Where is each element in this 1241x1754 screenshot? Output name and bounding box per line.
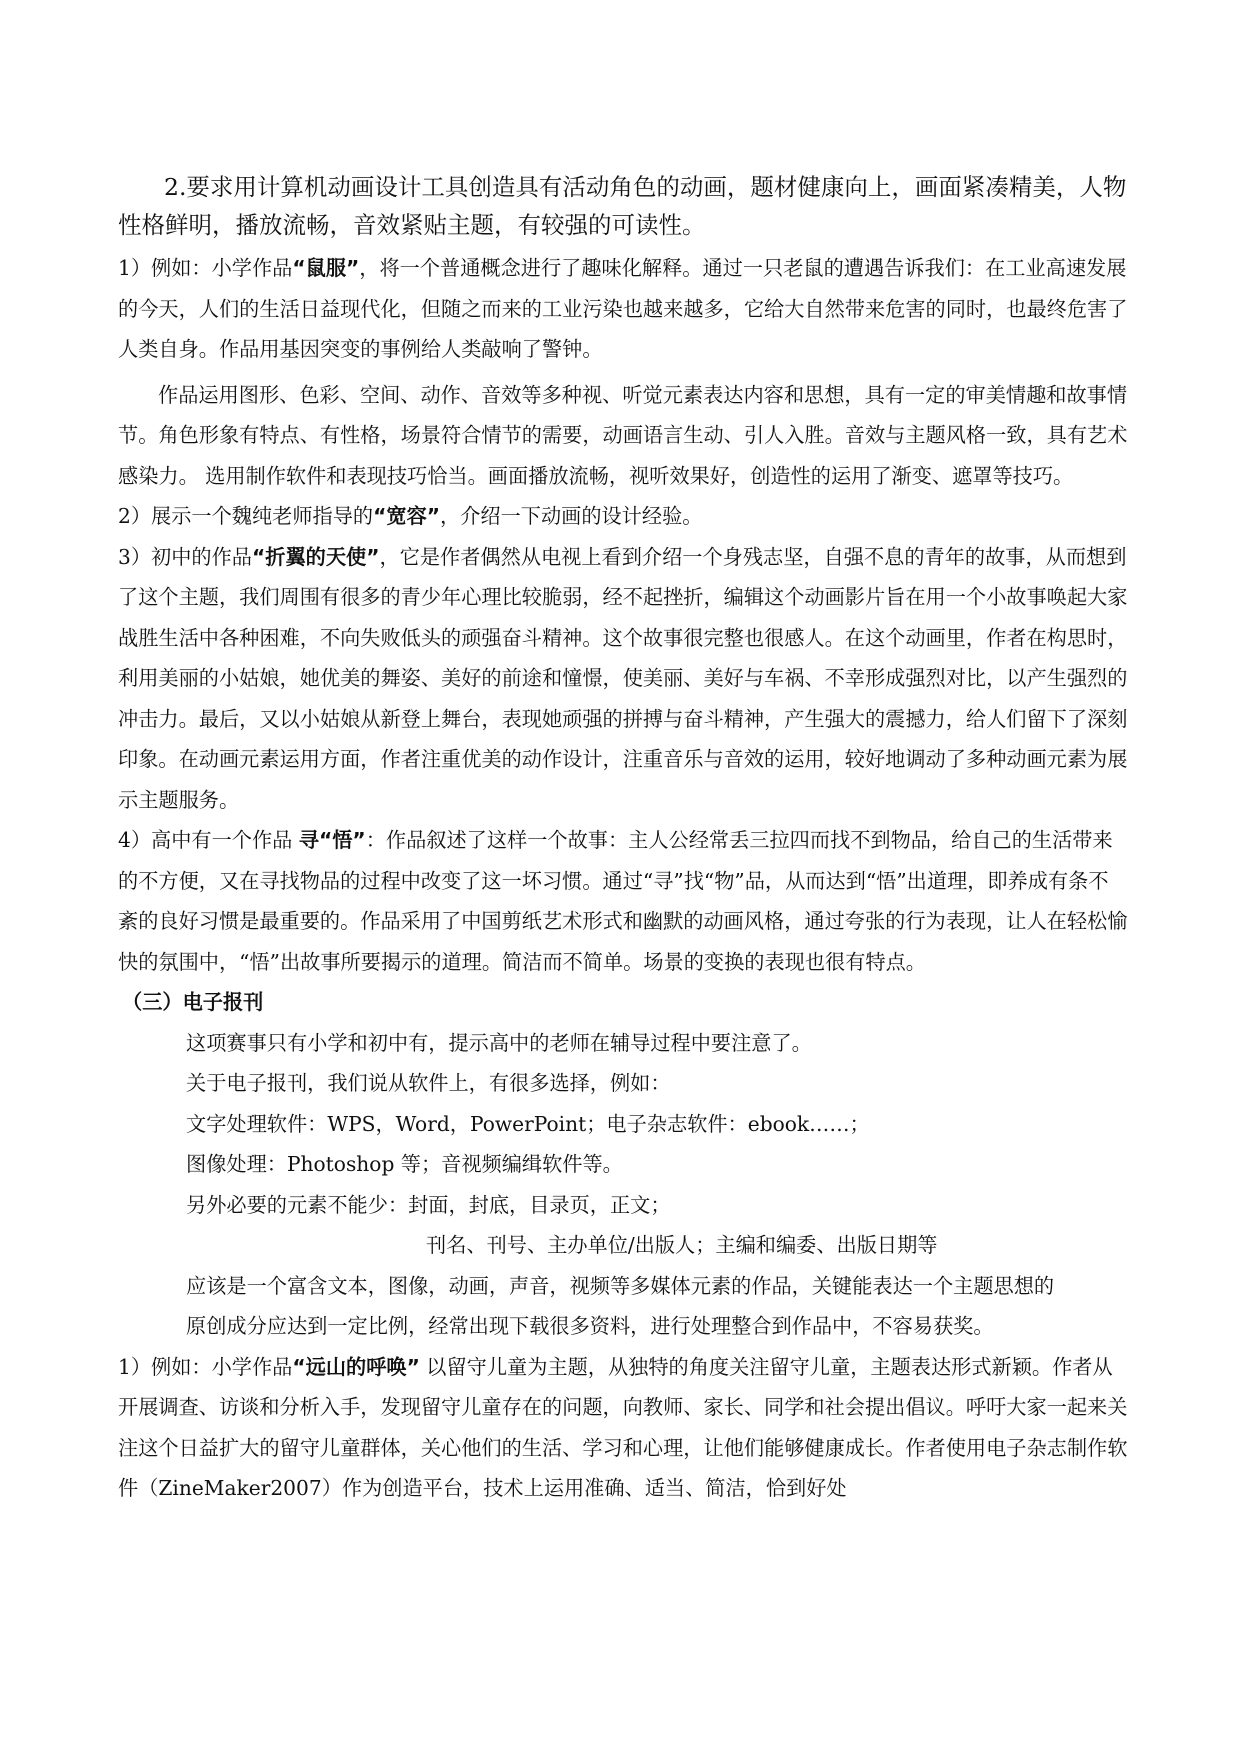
example-1-lead: 1）例如：小学作品	[118, 256, 293, 280]
document-page	[118, 168, 1128, 1509]
section-line: 这项赛事只有小学和初中有，提示高中的老师在辅导过程中要注意了。	[186, 1030, 812, 1055]
example-3-paragraph	[118, 537, 1128, 821]
example-1-paragraph	[118, 248, 1128, 370]
example-5-body: 以留守儿童为主题，从独特的角度关注留守儿童，主题表达形式新颖。作者从开展调查、访谈和分析入手，发现留守儿童存在的问题，向教师、家长、同学和社会提出倡议。呼吁大家一起来关注这个日益扩大的留守儿童群体，关心他们的生活、学习和心理，让他们能够健康成长。作者使用电子杂志制作软件（ZineMaker2007）作为创造平台，技术上运用准确、适当、简洁，恰到好处	[118, 1354, 1128, 1500]
example-3-title: “折翼的天使”	[251, 544, 380, 569]
example-4-body: ：作品叙述了这样一个故事：主人公经常丢三拉四而找不到物品，给自己的生活带来的不方便，又在寻找物品的过程中改变了这一坏习惯。通过“寻”找“物”品，从而达到“悟”出道理，即养成有条不紊的良好习惯是最重要的。作品采用了中国剪纸艺术形式和幽默的动画风格，通过夸张的行为表现，让人在轻松愉快的氛围中，“悟”出故事所要揭示的道理。简洁而不简单。场景的变换的表现也很有特点。	[118, 828, 1128, 974]
example-1-title: “鼠服”	[292, 256, 360, 280]
section-line: 另外必要的元素不能少：封面，封底，目录页，正文；	[186, 1192, 671, 1217]
example-1-body: ，将一个普通概念进行了趣味化解释。通过一只老鼠的遭遇告诉我们：在工业高速发展的今天，人们的生活日益现代化，但随之而来的工业污染也越来越多，它给大自然带来危害的同时，也最终危害了人类自身。作品用基因突变的事例给人类敲响了警钟。	[118, 256, 1128, 361]
section-line: 文字处理软件：WPS，Word，PowerPoint；电子杂志软件：ebook……；	[186, 1111, 870, 1136]
example-3-body: ，它是作者偶然从电视上看到介绍一个身残志坚，自强不息的青年的故事，从而想到了这个主题，我们周围有很多的青少年心理比较脆弱，经不起挫折，编辑这个动画影片旨在用一个小故事唤起大家战胜生活中各种困难，不向失败低头的顽强奋斗精神。这个故事很完整也很感人。在这个动画里，作者在构思时，利用美丽的小姑娘，她优美的舞姿、美好的前途和憧憬，使美丽、美好与车祸、不幸形成强烈对比，以产生强烈的冲击力。最后，又以小姑娘从新登上舞台，表现她顽强的拼搏与奋斗精神，产生强大的震撼力，给人们留下了深刻印象。在动画元素运用方面，作者注重优美的动作设计，注重音乐与音效的运用，较好地调动了多种动画元素为展示主题服务。	[118, 544, 1128, 812]
example-5-paragraph	[118, 1347, 1128, 1509]
example-2-body: ，介绍一下动画的设计经验。	[440, 504, 703, 528]
example-4-lead: 4）高中有一个作品	[118, 828, 299, 852]
section-line: 原创成分应达到一定比例，经常出现下载很多资料，进行处理整合到作品中，不容易获奖。	[186, 1314, 994, 1338]
example-1-analysis: 作品运用图形、色彩、空间、动作、音效等多种视、听觉元素表达内容和思想，具有一定的审美情趣和故事情节。角色形象有特点、有性格，场景符合情节的需要，动画语言生动、引人入胜。音效与主题风格一致，具有艺术感染力。 选用制作软件和表现技巧恰当。画面播放流畅，视听效果好，创造性的运用了渐变、遮罩等技巧。	[118, 382, 1128, 488]
example-3-lead: 3）初中的作品	[118, 544, 252, 569]
example-4-title: 寻“悟”	[298, 828, 366, 852]
example-5-title: “远山的呼唤”	[292, 1354, 420, 1379]
example-2-lead: 2）展示一个魏纯老师指导的	[118, 504, 374, 528]
section-line: 图像处理：Photoshop 等；音视频编缉软件等。	[186, 1152, 623, 1176]
intro-paragraph: 2.要求用计算机动画设计工具创造具有活动角色的动画，题材健康向上，画面紧凑精美，人物性格鲜明，播放流畅，音效紧贴主题，有较强的可读性。	[118, 173, 1127, 239]
example-2-title: “宽容”	[373, 504, 441, 528]
example-2-paragraph	[118, 496, 1128, 537]
section-centered-line: 刊名、刊号、主办单位/出版人；主编和编委、出版日期等	[426, 1233, 938, 1257]
example-5-lead: 1）例如：小学作品	[118, 1354, 293, 1379]
section-heading: （三）电子报刊	[122, 990, 264, 1014]
section-line: 关于电子报刊，我们说从软件上，有很多选择，例如：	[186, 1071, 671, 1095]
example-4-paragraph	[118, 820, 1128, 982]
section-line: 应该是一个富含文本，图像，动画，声音，视频等多媒体元素的作品，关键能表达一个主题思想的	[186, 1273, 1055, 1298]
